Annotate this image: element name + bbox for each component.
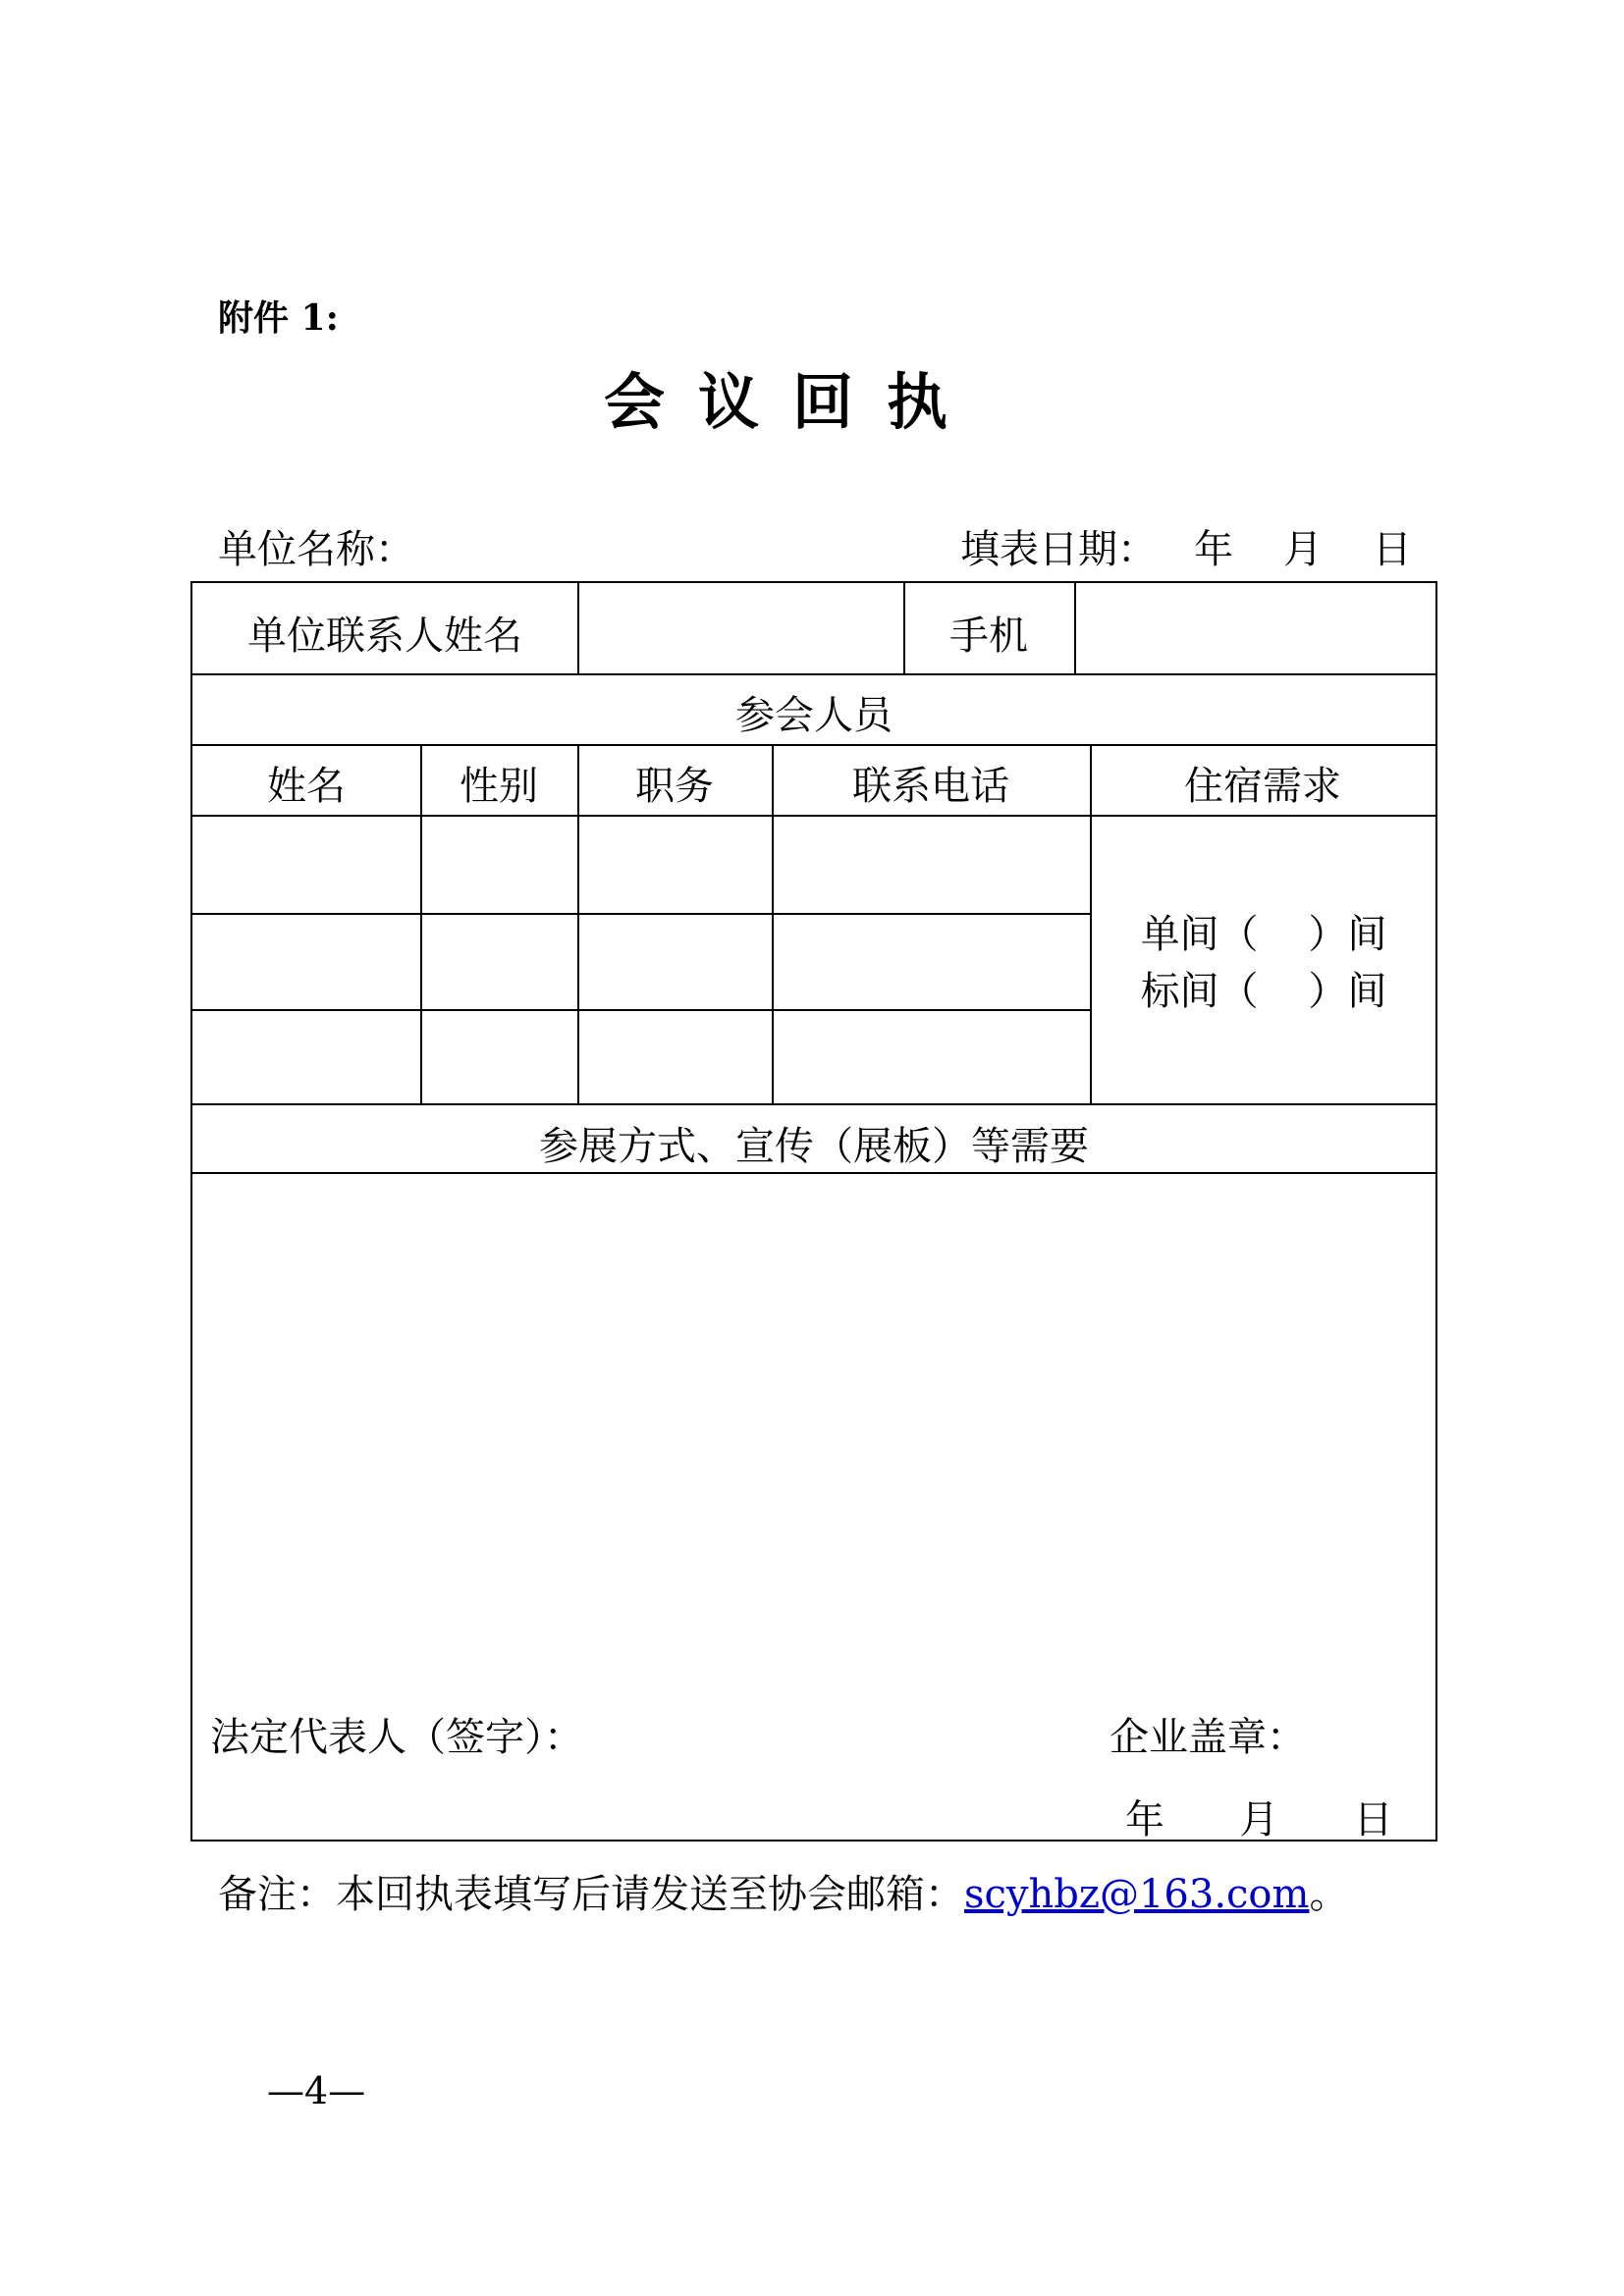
page-title: 会议回执 [603, 366, 981, 438]
phone-label: 手机 [949, 614, 1028, 659]
lodging-standard-room: 标间（ ）间 [1140, 969, 1387, 1014]
attachment-label: 附件 1: [218, 297, 339, 339]
row-divider [192, 1103, 1435, 1105]
reply-form-table [190, 581, 1437, 1842]
row-divider [192, 815, 1435, 817]
column-header-gender: 性别 [460, 764, 538, 809]
phone-field[interactable] [1076, 605, 1435, 652]
contact-name-label: 单位联系人姓名 [247, 614, 522, 659]
sign-date-label: 年 月 日 [1125, 1797, 1393, 1842]
remark-text: 备注：本回执表填写后请发送至协会邮箱： [218, 1872, 964, 1917]
email-link[interactable]: scyhbz@163.com [964, 1872, 1310, 1917]
contact-name-field[interactable] [579, 605, 903, 652]
attendees-header: 参会人员 [735, 693, 893, 738]
column-header-position: 职务 [635, 764, 714, 809]
page-number: —4— [267, 2069, 366, 2112]
column-header-phone: 联系电话 [852, 764, 1009, 809]
exhibit-header: 参展方式、宣传（展板）等需要 [539, 1124, 1089, 1169]
column-header-lodging: 住宿需求 [1184, 764, 1341, 809]
row-divider [192, 913, 1090, 915]
row-divider [192, 673, 1435, 675]
lodging-single-room: 单间（ ）间 [1140, 912, 1387, 957]
column-header-name: 姓名 [267, 764, 346, 809]
exhibit-needs-area[interactable] [192, 1174, 1435, 1763]
row-divider [192, 744, 1435, 746]
unit-name-label: 单位名称： [218, 527, 414, 572]
remark [218, 1863, 1348, 1919]
remark-end: 。 [1309, 1872, 1349, 1917]
legal-representative-label: 法定代表人（签字）： [210, 1715, 583, 1760]
row-divider [192, 1009, 1090, 1011]
fill-date-label: 填表日期： 年 月 日 [960, 527, 1412, 572]
company-seal-label: 企业盖章： [1110, 1715, 1306, 1760]
